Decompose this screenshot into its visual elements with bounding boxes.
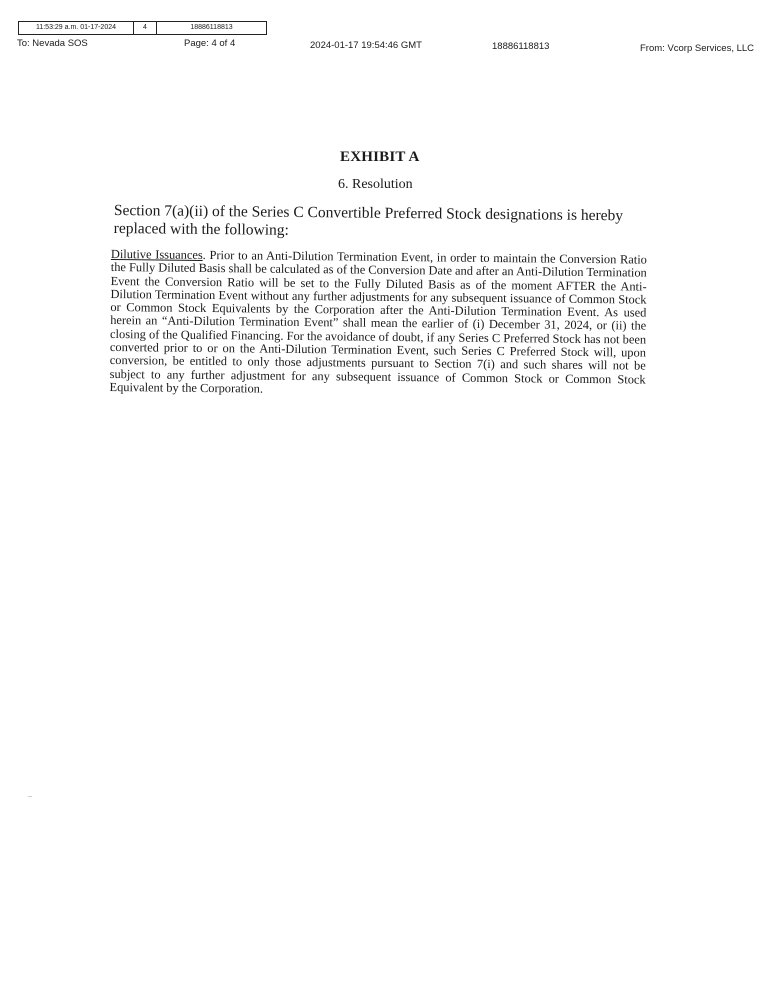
stamp-phone-number: 18886118813 <box>190 24 233 31</box>
fax-recipient: To: Nevada SOS <box>17 38 88 49</box>
fax-transmission-stamp <box>18 21 267 35</box>
paragraph-heading: Dilutive Issuances <box>110 247 203 262</box>
fax-number: 18886118813 <box>492 41 550 52</box>
fax-datetime: 2024-01-17 19:54:46 GMT <box>310 40 422 51</box>
exhibit-title: EXHIBIT A <box>340 149 420 165</box>
resolution-heading: 6. Resolution <box>338 177 413 192</box>
stamp-time-date: 11:53:29 a.m. 01-17-2024 <box>19 22 134 34</box>
paragraph-body: . Prior to an Anti-Dilution Termination Event, in order to maintain the Conversion Ratio the Fully Diluted Basis shall be calculated as of the Conversion Date and after an Anti-Dilution Termination Event the Conversion Ratio will be set to the Fully Diluted Basis as of the moment AFTER the Anti-Dilution Termination Event without any further adjustments for any subsequent issuance of Common Stock or Common Stock Equivalents by the Corporation after the Anti-Dilution Termination Event. As used herein an “Anti-Dilution Termination Event” shall mean the earlier of (i) December 31, 2024, or (ii) the closing of the Qualified Financing. For the avoidance of doubt, if any Series C Preferred Stock has not been converted prior to or on the Anti-Dilution Termination Event, such Series C Preferred Stock will, upon conversion, be entitled to only those adjustments pursuant to Section 7(i) and such shares will not be subject to any further adjustment for any subsequent issuance of Common Stock or Common Stock Equivalent by the Corporation. <box>109 247 647 396</box>
dilutive-issuances-paragraph <box>109 248 647 400</box>
lead-text: Section 7(a)(ii) of the Series C Convertible Preferred Stock designations is hereby replaced with the following: <box>113 202 624 239</box>
stamp-page-count: 4 <box>134 22 157 34</box>
fax-page-indicator: Page: 4 of 4 <box>184 38 236 49</box>
scan-speck <box>28 796 32 797</box>
fax-sender: From: Vcorp Services, LLC <box>640 43 755 54</box>
